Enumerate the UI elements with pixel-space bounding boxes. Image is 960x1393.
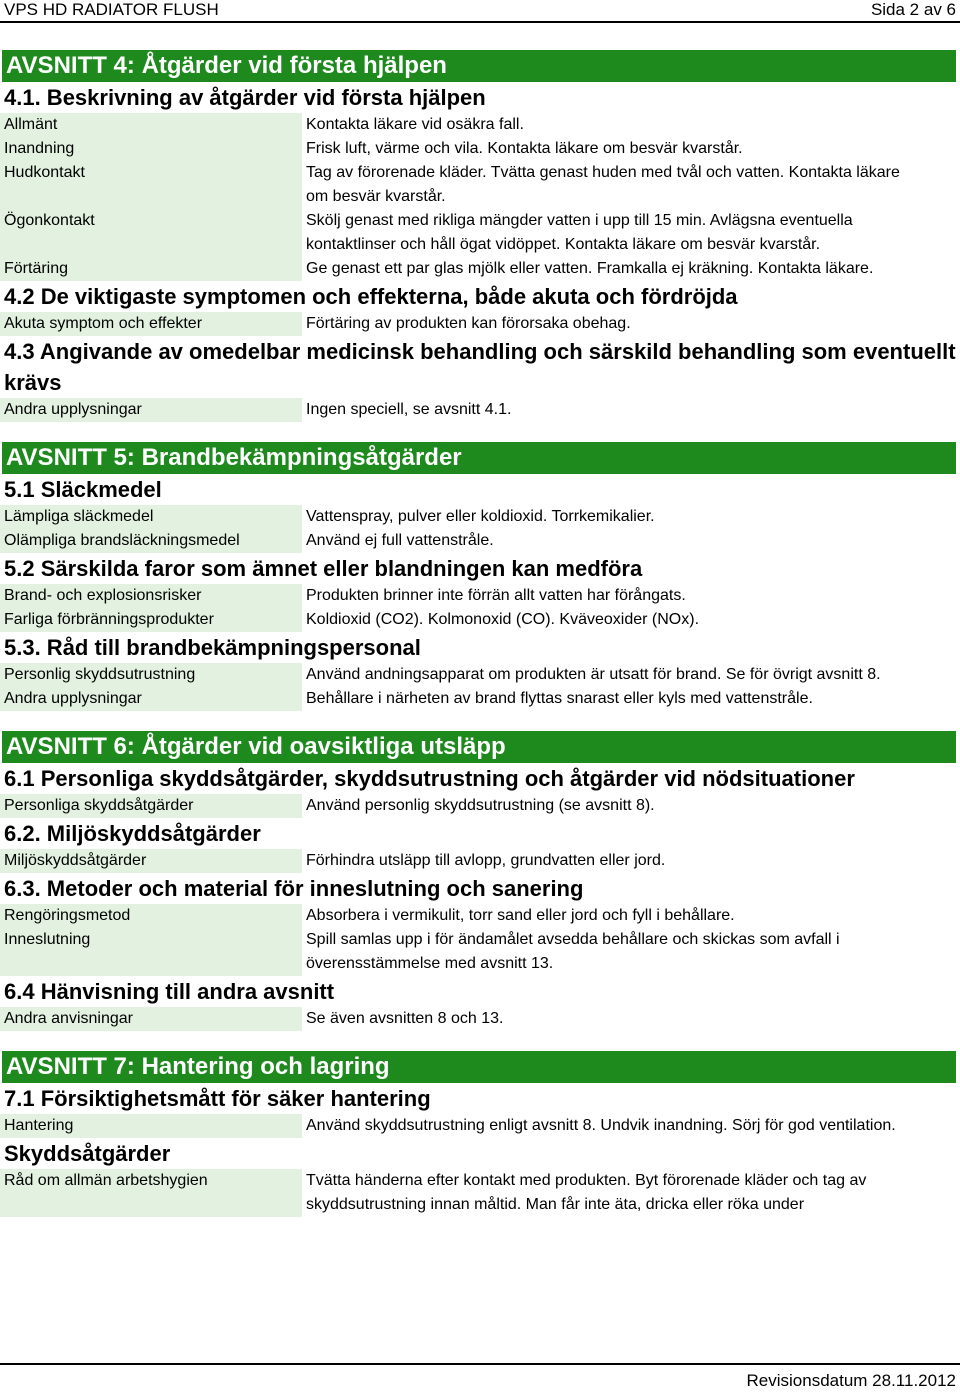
subsection-title: Skyddsåtgärder: [4, 1141, 171, 1166]
section-gap: [0, 711, 960, 731]
field-row: [0, 398, 960, 422]
subsection-title: 6.3. Metoder och material för inneslutning och sanering: [4, 876, 584, 901]
field-row: [0, 849, 960, 873]
field-label: Hantering: [0, 1114, 302, 1138]
field-value: Använd personlig skyddsutrustning (se avsnitt 8).: [306, 797, 655, 814]
field-row: [0, 1114, 960, 1138]
field-value: Använd ej full vattenstråle.: [306, 532, 494, 549]
field-label: Brand- och explosionsrisker: [0, 584, 302, 608]
subsection-title: 5.2 Särskilda faror som ämnet eller blandningen kan medföra: [4, 556, 643, 581]
field-row: [0, 904, 960, 928]
page-number: Sida 2 av 6: [870, 0, 956, 19]
field-row: [0, 312, 960, 336]
field-label: Andra anvisningar: [0, 1007, 302, 1031]
field-row: [0, 257, 960, 281]
field-value: Skölj genast med rikliga mängder vatten i upp till 15 min. Avlägsna eventuella kontaktlinser och håll ögat vidöppet. Kontakta läkare om besvär kvarstår.: [306, 212, 853, 253]
page-header: [0, 0, 960, 22]
section-gap: [0, 1031, 960, 1051]
field-value: Se även avsnitten 8 och 13.: [306, 1010, 504, 1027]
field-row: [0, 584, 960, 608]
field-value: Produkten brinner inte förrän allt vatten har förångats.: [306, 587, 686, 604]
subsection-title: 6.4 Hänvisning till andra avsnitt: [4, 979, 335, 1004]
field-row: [0, 161, 960, 209]
page-footer: [0, 1363, 960, 1393]
subsection-title: 6.2. Miljöskyddsåtgärder: [4, 821, 261, 846]
field-row: [0, 663, 960, 687]
field-value: Absorbera i vermikulit, torr sand eller jord och fyll i behållare.: [306, 907, 735, 924]
field-value: Frisk luft, värme och vila. Kontakta läkare om besvär kvarstår.: [306, 140, 743, 157]
field-value: Spill samlas upp i för ändamålet avsedda behållare och skickas som avfall i överensstämmelse med avsnitt 13.: [306, 931, 840, 972]
subsection-title: 4.1. Beskrivning av åtgärder vid första hjälpen: [4, 85, 486, 110]
field-value: Använd andningsapparat om produkten är utsatt för brand. Se för övrigt avsnitt 8.: [306, 666, 881, 683]
field-value: Ge genast ett par glas mjölk eller vatten. Framkalla ej kräkning. Kontakta läkare.: [306, 260, 874, 277]
subsection-title: 6.1 Personliga skyddsåtgärder, skyddsutrustning och åtgärder vid nödsituationer: [4, 766, 855, 791]
field-value: Tvätta händerna efter kontakt med produkten. Byt förorenade kläder och tag av skyddsutrustning innan måltid. Man får inte äta, dricka eller röka under: [306, 1172, 867, 1213]
section-title: AVSNITT 6: Åtgärder vid oavsiktliga utsläpp: [2, 731, 956, 763]
field-row: [0, 137, 960, 161]
field-label: Personlig skyddsutrustning: [0, 663, 302, 687]
section-title: AVSNITT 7: Hantering och lagring: [2, 1051, 956, 1083]
document-body: [0, 50, 960, 1217]
field-label: Lämpliga släckmedel: [0, 505, 302, 529]
field-value: Ingen speciell, se avsnitt 4.1.: [306, 401, 512, 418]
field-value: Förhindra utsläpp till avlopp, grundvatten eller jord.: [306, 852, 666, 869]
field-label: Hudkontakt: [0, 161, 302, 209]
field-label: Rengöringsmetod: [0, 904, 302, 928]
field-label: Inandning: [0, 137, 302, 161]
field-row: [0, 209, 960, 257]
field-row: [0, 1007, 960, 1031]
header-rule: [0, 21, 960, 23]
field-value: Använd skyddsutrustning enligt avsnitt 8. Undvik inandning. Sörj för god ventilation.: [306, 1117, 896, 1134]
field-row: [0, 1169, 960, 1217]
field-value: Kontakta läkare vid osäkra fall.: [306, 116, 524, 133]
field-value: Koldioxid (CO2). Kolmonoxid (CO). Kväveoxider (NOx).: [306, 611, 700, 628]
field-label: Personliga skyddsåtgärder: [0, 794, 302, 818]
field-label: Förtäring: [0, 257, 302, 281]
field-label: Andra upplysningar: [0, 398, 302, 422]
product-name: VPS HD RADIATOR FLUSH: [4, 0, 219, 19]
field-label: Olämpliga brandsläckningsmedel: [0, 529, 302, 553]
field-label: Ögonkontakt: [0, 209, 302, 257]
footer-rule: [0, 1363, 960, 1365]
subsection-title: 4.3 Angivande av omedelbar medicinsk behandling och särskild behandling som eventuellt krävs: [4, 339, 956, 395]
section-title: AVSNITT 4: Åtgärder vid första hjälpen: [2, 50, 956, 82]
field-label: Farliga förbränningsprodukter: [0, 608, 302, 632]
subsection-title: 5.1 Släckmedel: [4, 477, 162, 502]
subsection-title: 5.3. Råd till brandbekämpningspersonal: [4, 635, 421, 660]
subsection-title: 4.2 De viktigaste symptomen och effekterna, både akuta och fördröjda: [4, 284, 738, 309]
field-row: [0, 505, 960, 529]
field-value: Vattenspray, pulver eller koldioxid. Torrkemikalier.: [306, 508, 655, 525]
field-label: Miljöskyddsåtgärder: [0, 849, 302, 873]
field-row: [0, 529, 960, 553]
field-row: [0, 687, 960, 711]
field-label: Råd om allmän arbetshygien: [0, 1169, 302, 1217]
field-label: Inneslutning: [0, 928, 302, 976]
field-row: [0, 113, 960, 137]
section-gap: [0, 422, 960, 442]
field-label: Akuta symptom och effekter: [0, 312, 302, 336]
field-row: [0, 794, 960, 818]
section-title: AVSNITT 5: Brandbekämpningsåtgärder: [2, 442, 956, 474]
revision-date: Revisionsdatum 28.11.2012: [746, 1371, 956, 1390]
subsection-title: 7.1 Försiktighetsmått för säker hantering: [4, 1086, 431, 1111]
field-value: Förtäring av produkten kan förorsaka obehag.: [306, 315, 631, 332]
field-value: Tag av förorenade kläder. Tvätta genast huden med tvål och vatten. Kontakta läkare om besvär kvarstår.: [306, 164, 900, 205]
field-row: [0, 928, 960, 976]
field-value: Behållare i närheten av brand flyttas snarast eller kyls med vattenstråle.: [306, 690, 813, 707]
field-label: Andra upplysningar: [0, 687, 302, 711]
field-row: [0, 608, 960, 632]
field-label: Allmänt: [0, 113, 302, 137]
